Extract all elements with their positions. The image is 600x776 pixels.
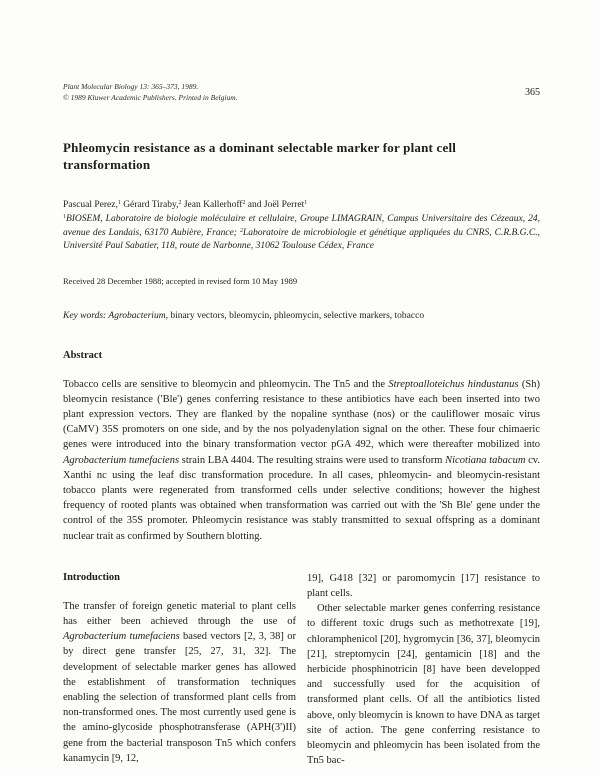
journal-citation-line-2: © 1989 Kluwer Academic Publishers. Printed in Belgium. bbox=[63, 92, 238, 102]
author-affiliation-mark-2: 2 bbox=[178, 200, 182, 206]
author-list bbox=[63, 199, 540, 211]
author-name-1: Pascual Perez, bbox=[63, 200, 118, 210]
author-name-4: and Joël Perret bbox=[245, 200, 305, 210]
introduction-heading: Introduction bbox=[63, 571, 120, 583]
introduction-paragraph-2: Other selectable marker genes conferring resistance to different toxic drugs such as methotrexate [19], chloramphenicol [20], hygromycin [36, 37], bleomycin [21], streptomycin [24], gentamicin [18] and the herbicide phosphinotricin [8] have been developped and successfully used for the acquisition of transformed plant cells. Of all the antibiotics listed above, only bleomycin is known to have DNA as target site of action. The gene conferring resistance to bleomycin and phleomycin has been isolated from the Tn5 bac- bbox=[307, 603, 540, 767]
right-column bbox=[307, 571, 540, 769]
author-affiliation-mark-1: 1 bbox=[117, 200, 121, 206]
abstract-text: Tobacco cells are sensitive to bleomycin and phleomycin. The Tn5 and the Streptoalloteichus hindustanus (Sh) bleomycin resistance ('Ble') genes conferring resistance to these antibiotics have each been inserted into two plant expression vectors. They are flanked by the nopaline synthase (nos) or the cauliflower mosaic virus (CaMV) 35S promoters on one side, and by the nos polyadenylation signal on the other. These four chimaeric genes were introduced into the binary transformation vector pGA 492, which were thereafter mobilized into Agrobacterium tumefaciens strain LBA 4404. The resulting strains were used to transform Nicotiana tabacum cv. Xanthi nc using the leaf disc transformation procedure. In all cases, phleomycin- and bleomycin-resistant tobacco plants were regenerated from transformed cells under selective conditions; however the highest frequency of rooted plants was obtained when transformation was carried out with the 'Sh Ble' gene under the control of the 35S promoter. Phleomycin resistance was stably transmitted to sexual offspring as a dominant nuclear trait as confirmed by Southern blotting. bbox=[63, 378, 540, 542]
introduction-paragraph-1-continued: 19], G418 [32] or paromomycin [17] resistance to plant cells. bbox=[307, 572, 540, 599]
received-dates: Received 28 December 1988; accepted in revised form 10 May 1989 bbox=[63, 275, 298, 286]
page-number: 365 bbox=[525, 87, 540, 98]
left-column bbox=[63, 571, 296, 769]
introduction-paragraph-1: The transfer of foreign genetic material to plant cells has either been achieved through the use of Agrobacterium tumefaciens based vectors [2, 3, 38] or by direct gene transfer [25, 27, 31, 32]. The development of selectable marker genes has allowed the establishment of transformation techniques enabling the selection of transformed plant cells from non-transformed ones. The most currently used gene is the amino-glycoside phosphotransferase (APH(3')II) gene from the bacterial transposon Tn5 which confers kanamycin [9, 12, bbox=[63, 600, 296, 764]
author-affiliation-mark-4: 1 bbox=[304, 200, 308, 206]
author-affiliation-mark-3: 2 bbox=[242, 200, 246, 206]
two-column-body bbox=[63, 571, 540, 769]
author-affiliations: $^1$BIOSEM, Laboratoire de biologie moléculaire et cellulaire, Groupe LIMAGRAIN, Campus Universitaire des Cézeaux, 24, avenue des Landais, 63170 Aubière, France; $^2$Laboratoire de microbiologie et génétique appliquées du CNRS, C.R.B.G.C., Université Paul Sabatier, 118, route de Narbonne, 31062 Toulouse Cédex, France bbox=[63, 214, 541, 251]
journal-citation bbox=[63, 82, 238, 103]
keywords-line: Key words: Agrobacterium, binary vectors, bleomycin, phleomycin, selective markers, tobacco bbox=[63, 310, 425, 321]
author-name-3: Jean Kallerhoff bbox=[181, 200, 243, 210]
paper-title: Phleomycin resistance as a dominant selectable marker for plant cell transformation bbox=[63, 140, 457, 172]
journal-header bbox=[63, 82, 540, 103]
author-name-2: Gérard Tiraby, bbox=[120, 200, 179, 210]
abstract-heading: Abstract bbox=[63, 349, 103, 361]
journal-citation-line-1: Plant Molecular Biology 13: 365–373, 1989. bbox=[63, 82, 199, 91]
